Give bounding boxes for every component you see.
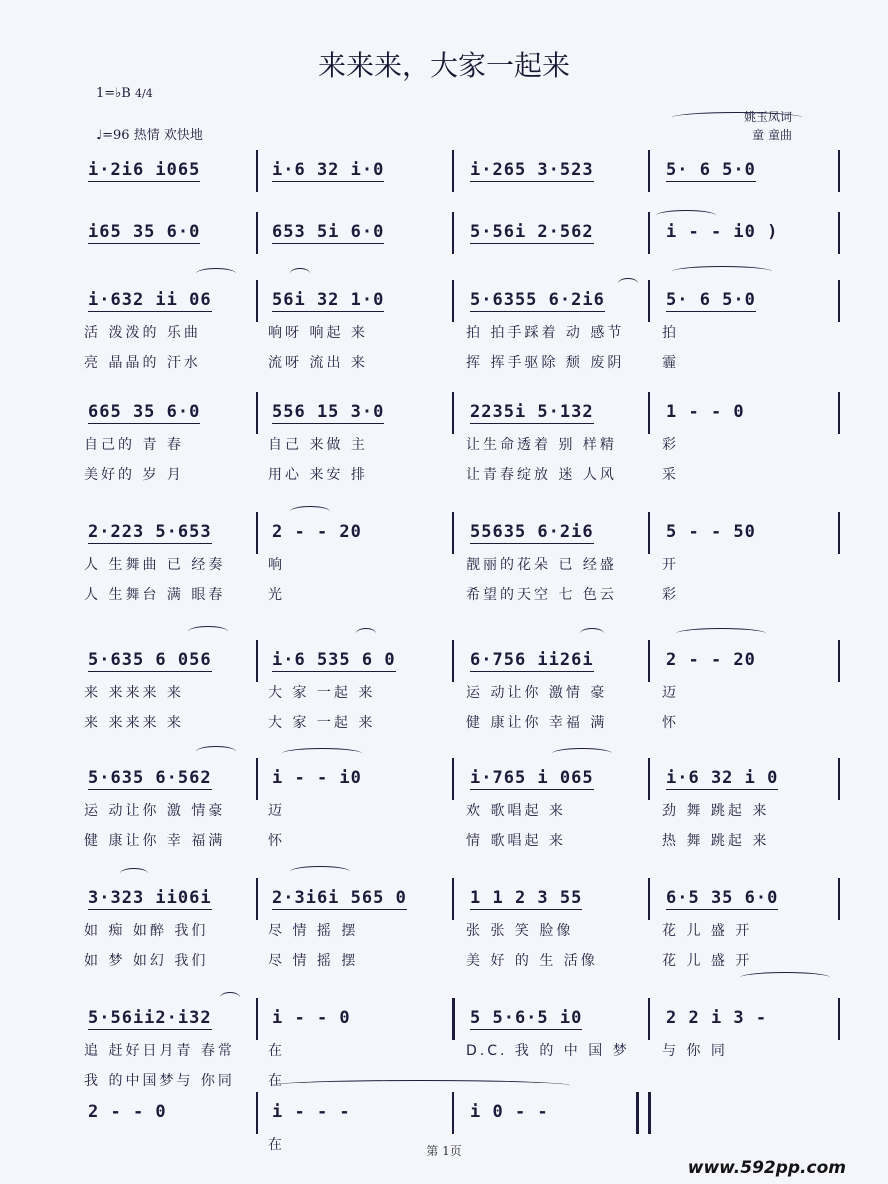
lyric-line-2: 人 生舞台 满 眼春 [84, 587, 226, 603]
lyric-line-2: 来 来来来 来 [84, 715, 184, 731]
slur-mark [676, 628, 766, 639]
barline [256, 212, 258, 254]
lyric-line-1: 来 来来来 来 [84, 685, 184, 701]
lyric-line-2: 让青春绽放 迷 人风 [466, 467, 617, 483]
lyric-line-1: 与 你 同 [662, 1043, 728, 1059]
lyric-line-2: 我 的中国梦与 你同 [84, 1073, 235, 1089]
notation-line [0, 220, 888, 246]
measure: i·765 i 065 [470, 768, 594, 788]
lyric-line-1: 靓丽的花朵 已 经盛 [466, 557, 617, 573]
slur-mark [356, 628, 376, 639]
slur-mark [120, 868, 148, 879]
barline [452, 392, 454, 434]
notation-line [0, 288, 888, 314]
measure: 2 - - 20 [666, 650, 756, 670]
measure: 653 5i 6·0 [272, 222, 385, 242]
barline [838, 998, 840, 1040]
measure: 5·635 6·562 [88, 768, 212, 788]
measure: 2 - - 0 [88, 1102, 167, 1122]
lyric-line-1: 追 赶好日月青 春常 [84, 1043, 235, 1059]
lyric-line-2: 采 [662, 467, 679, 483]
barline [452, 280, 454, 322]
barline [648, 758, 650, 800]
barline [256, 878, 258, 920]
barline [838, 280, 840, 322]
notation-line [0, 886, 888, 912]
lyric-line-1: 迈 [662, 685, 679, 701]
lyric-line-1: 开 [662, 557, 679, 573]
notation-line [0, 400, 888, 426]
lyric-line-1: 张 张 笑 脸像 [466, 923, 574, 939]
measure: 2 2 i 3 - [666, 1008, 768, 1028]
lyric-line-2: 流呀 流出 来 [268, 355, 368, 371]
measure: 2 - - 20 [272, 522, 362, 542]
barline [648, 640, 650, 682]
measure: 5 5·6·5 i0 [470, 1008, 583, 1028]
lyric-line-1: 让生命透着 别 样精 [466, 437, 617, 453]
measure: 1 - - 0 [666, 402, 745, 422]
slur-mark [290, 866, 350, 877]
barline [648, 212, 650, 254]
notation-line [0, 1006, 888, 1032]
measure: 6·5 35 6·0 [666, 888, 779, 908]
measure: 5 - - 50 [666, 522, 756, 542]
lyric-line-1: 自己的 青 春 [84, 437, 184, 453]
lyric-line-2: 用心 来安 排 [268, 467, 368, 483]
slur-mark [672, 266, 772, 277]
barline [838, 758, 840, 800]
slur-mark [290, 268, 310, 279]
lyric-line-2: 尽 情 摇 摆 [268, 953, 359, 969]
lyric-line-2: 霾 [662, 355, 679, 371]
lyric-line-1: 运 动让你 激情 豪 [466, 685, 608, 701]
page-number: 第 1页 [426, 1144, 462, 1158]
composer: 童 童曲 [752, 128, 792, 142]
slur-mark [580, 628, 604, 639]
barline [452, 212, 454, 254]
lyric-line-1: 欢 歌唱起 来 [466, 803, 566, 819]
measure: 6·756 ii26i [470, 650, 594, 670]
lyric-line-2: 如 梦 如幻 我们 [84, 953, 209, 969]
measure: i - - i0 [272, 768, 362, 788]
barline [256, 512, 258, 554]
time-signature: 4/4 [135, 87, 153, 100]
measure: i·6 32 i 0 [666, 768, 779, 788]
lyricist: 姚玉凤词 [743, 110, 792, 124]
lyric-line-2: 希望的天空 七 色云 [466, 587, 617, 603]
lyric-line-2: 花 儿 盛 开 [662, 953, 753, 969]
barline [838, 150, 840, 192]
barline [256, 392, 258, 434]
measure: 5· 6 5·0 [666, 290, 756, 310]
measure: i 0 - - [470, 1102, 549, 1122]
barline [452, 512, 454, 554]
lyric-line-2: 大 家 一起 来 [268, 715, 376, 731]
measure: 55635 6·2i6 [470, 522, 594, 542]
lyric-line-1: 活 泼泼的 乐曲 [84, 325, 201, 341]
notation-line [0, 158, 888, 184]
measure: 5·6355 6·2i6 [470, 290, 605, 310]
slur-mark [196, 746, 236, 757]
barline [838, 392, 840, 434]
slur-mark [740, 972, 830, 983]
barline [452, 998, 455, 1040]
slur-mark [672, 112, 802, 123]
lyric-line-1: 运 动让你 激 情豪 [84, 803, 226, 819]
slur-mark [196, 268, 236, 279]
key-signature [96, 86, 153, 101]
barline [838, 512, 840, 554]
barline [256, 640, 258, 682]
measure: i·632 ii 06 [88, 290, 212, 310]
measure: 3·323 ii06i [88, 888, 212, 908]
measure: 5· 6 5·0 [666, 160, 756, 180]
barline [648, 150, 650, 192]
measure: 665 35 6·0 [88, 402, 201, 422]
lyric-line-2: 在 [268, 1073, 285, 1089]
slur-mark [188, 626, 228, 637]
barline [838, 640, 840, 682]
lyric-line-2: 情 歌唱起 来 [466, 833, 566, 849]
lyric-line-1: 拍 [662, 325, 679, 341]
lyric-line-2: 健 康让你 幸福 满 [466, 715, 608, 731]
slur-mark [656, 210, 716, 221]
measure: 56i 32 1·0 [272, 290, 385, 310]
final-barline [636, 1092, 639, 1134]
lyric-line-1: 大 家 一起 来 [268, 685, 376, 701]
lyric-line-1: 花 儿 盛 开 [662, 923, 753, 939]
lyric-line-1: 尽 情 摇 摆 [268, 923, 359, 939]
measure: i - - - [272, 1102, 351, 1122]
barline [256, 150, 258, 192]
lyric-line-1: 彩 [662, 437, 679, 453]
lyric-line-1: 如 痴 如醉 我们 [84, 923, 209, 939]
barline [648, 392, 650, 434]
barline [648, 280, 650, 322]
notation-line [0, 520, 888, 546]
measure: 2·3i6i 565 0 [272, 888, 407, 908]
measure: 5·635 6 056 [88, 650, 212, 670]
watermark: www.592pp.com [687, 1158, 846, 1178]
lyric-line-1: 在 [268, 1043, 285, 1059]
lyric-line-2: 怀 [268, 833, 285, 849]
measure: i·2i6 i065 [88, 160, 201, 180]
measure: 556 15 3·0 [272, 402, 385, 422]
lyric-line-1: D.C. 我 的 中 国 梦 [466, 1043, 630, 1059]
barline [256, 758, 258, 800]
measure: 2·223 5·653 [88, 522, 212, 542]
barline [452, 758, 454, 800]
barline [648, 998, 650, 1040]
barline [256, 280, 258, 322]
slur-mark [270, 1080, 570, 1091]
lyric-line-2: 亮 晶晶的 汗水 [84, 355, 201, 371]
measure: i - - 0 [272, 1008, 351, 1028]
measure: i - - i0 ) [666, 222, 779, 242]
measure: i·265 3·523 [470, 160, 594, 180]
lyric-line-2: 美 好 的 生 活像 [466, 953, 598, 969]
lyric-line-1: 自己 来做 主 [268, 437, 368, 453]
measure: i·6 32 i·0 [272, 160, 385, 180]
measure: 5·56ii2·i32 [88, 1008, 212, 1028]
slur-mark [290, 506, 330, 517]
slur-mark [552, 748, 612, 759]
lyric-line-1: 拍 拍手踩着 动 感节 [466, 325, 625, 341]
lyric-line-2: 挥 挥手驱除 颓 废阴 [466, 355, 625, 371]
lyric-line-2: 健 康让你 幸 福满 [84, 833, 226, 849]
slur-mark [618, 278, 638, 289]
notation-line [0, 766, 888, 792]
notation-line [0, 648, 888, 674]
barline [838, 212, 840, 254]
barline [452, 150, 454, 192]
lyric-line-2: 怀 [662, 715, 679, 731]
lyric-line-1: 在 [268, 1137, 285, 1153]
notation-line [0, 1100, 888, 1126]
lyric-line-2: 美好的 岁 月 [84, 467, 184, 483]
lyric-line-2: 彩 [662, 587, 679, 603]
lyric-line-1: 迈 [268, 803, 285, 819]
barline [648, 512, 650, 554]
barline [838, 878, 840, 920]
measure: i65 35 6·0 [88, 222, 201, 242]
lyric-line-1: 响 [268, 557, 285, 573]
song-title: 来来来，大家一起来 [317, 49, 570, 82]
measure: 1 1 2 3 55 [470, 888, 583, 908]
measure: 2235i 5·132 [470, 402, 594, 422]
barline [648, 1092, 651, 1134]
barline [256, 1092, 258, 1134]
lyric-line-1: 劲 舞 跳起 来 [662, 803, 770, 819]
measure: 5·56i 2·562 [470, 222, 594, 242]
barline [648, 878, 650, 920]
slur-mark [220, 992, 240, 1003]
lyric-line-1: 人 生舞曲 已 经奏 [84, 557, 226, 573]
lyric-line-1: 响呀 响起 来 [268, 325, 368, 341]
slur-mark [282, 748, 362, 759]
barline [452, 1092, 454, 1134]
measure: i·6 535 6 0 [272, 650, 396, 670]
lyric-line-2: 光 [268, 587, 285, 603]
tempo-marking: ♩=96 热情 欢快地 [96, 128, 203, 143]
barline [256, 998, 258, 1040]
lyric-line-2: 热 舞 跳起 来 [662, 833, 770, 849]
barline [452, 640, 454, 682]
key-label: 1=♭B [96, 86, 131, 101]
barline [452, 878, 454, 920]
